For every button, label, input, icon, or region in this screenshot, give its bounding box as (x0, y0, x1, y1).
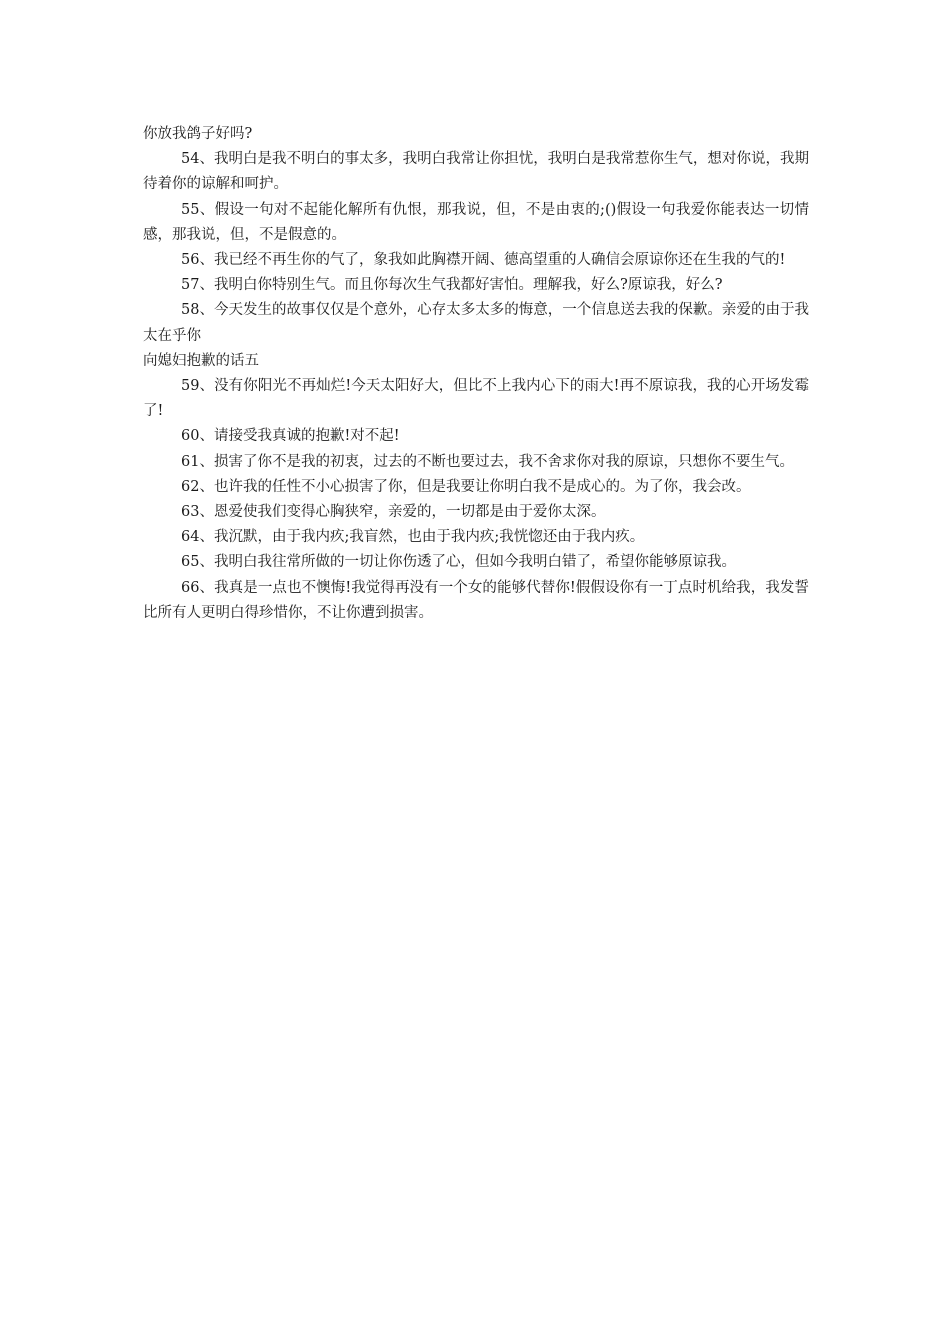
document-body (143, 122, 809, 626)
paragraph-item-54: 54、我明白是我不明白的事太多，我明白我常让你担忧，我明白是我常惹你生气，想对你说，我期待着你的谅解和呵护。 (143, 151, 809, 193)
paragraph-item-59: 59、没有你阳光不再灿烂!今天太阳好大，但比不上我内心下的雨大!再不原谅我，我的心开场发霉了! (143, 378, 809, 420)
paragraph-item-57: 57、我明白你特别生气。而且你每次生气我都好害怕。理解我，好么?原谅我，好么? (181, 277, 723, 294)
paragraph-item-61: 61、损害了你不是我的初衷，过去的不断也要过去，我不舍求你对我的原谅，只想你不要生气。 (181, 453, 794, 470)
paragraph-item-65: 65、我明白我往常所做的一切让你伤透了心，但如今我明白错了，希望你能够原谅我。 (181, 554, 736, 571)
paragraph-item-55: 55、假设一句对不起能化解所有仇恨，那我说，但，不是由衷的;()假设一句我爱你能表达一切情感，那我说，但，不是假意的。 (143, 201, 809, 243)
paragraph-item-62: 62、也许我的任性不小心损害了你，但是我要让你明白我不是成心的。为了你，我会改。 (181, 478, 751, 495)
paragraph-continuation: 你放我鸽子好吗? (143, 126, 253, 142)
paragraph-item-56: 56、我已经不再生你的气了，象我如此胸襟开阔、德高望重的人确信会原谅你还在生我的气的! (181, 252, 786, 269)
section-heading: 向媳妇抱歉的话五 (143, 352, 259, 369)
paragraph-item-58: 58、今天发生的故事仅仅是个意外，心存太多太多的悔意，一个信息送去我的保歉。亲爱的由于我太在乎你 (143, 302, 809, 344)
paragraph-item-60: 60、请接受我真诚的抱歉!对不起! (181, 428, 400, 445)
paragraph-item-63: 63、恩爱使我们变得心胸狭窄，亲爱的，一切都是由于爱你太深。 (181, 504, 606, 521)
paragraph-item-66: 66、我真是一点也不懊悔!我觉得再没有一个女的能够代替你!假假设你有一丁点时机给我，我发誓比所有人更明白得珍惜你，不让你遭到损害。 (143, 579, 809, 621)
paragraph-item-64: 64、我沉默，由于我内疚;我盲然，也由于我内疚;我恍惚还由于我内疚。 (181, 529, 645, 546)
